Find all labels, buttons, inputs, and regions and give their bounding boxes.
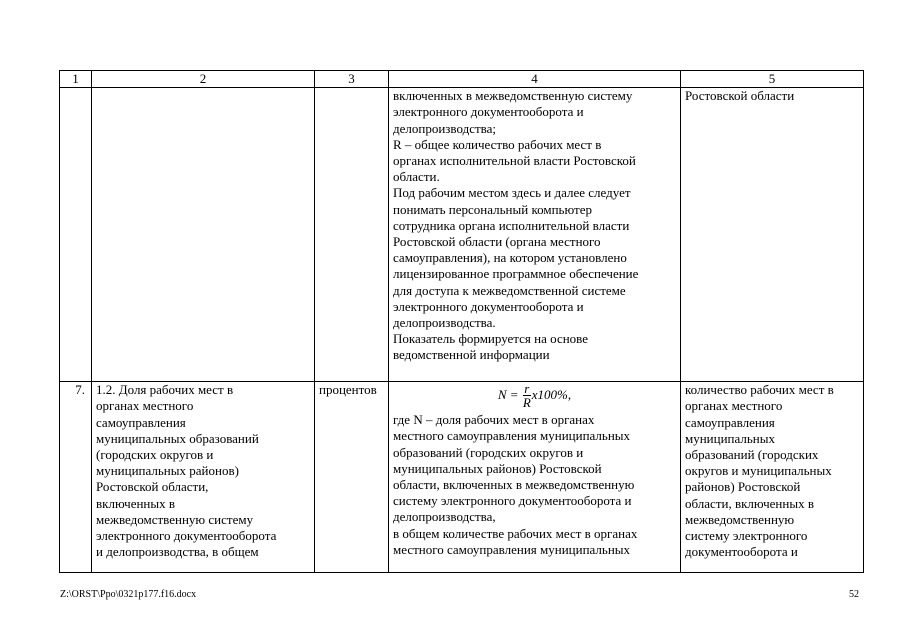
text-line: образований (городских [685,447,819,463]
formula-denominator: R [522,395,531,411]
text-line: где N – доля рабочих мест в органах [393,412,595,428]
text-line: области, включенных в межведомственную [393,477,635,493]
text-line: электронного документооборота и [393,104,584,120]
text-line: электронного документооборота [96,528,277,544]
text-line: Под рабочим местом здесь и далее следует [393,185,631,201]
cell-method [389,88,681,382]
cell-number [60,88,92,382]
text-line: лицензированное программное обеспечение [393,266,639,282]
text-line: органах исполнительной власти Ростовской [393,153,636,169]
formula-lhs: N = [497,387,519,403]
text-line: местного самоуправления муниципальных [393,541,631,557]
cell-unit [315,88,389,382]
table-header-row [60,71,864,88]
text-line: органах местного [96,398,194,414]
text-line: муниципальных районов) [96,463,239,479]
text-line: области. [393,169,440,185]
header-col-2: 2 [92,71,315,88]
text-line: систему электронного [685,528,808,544]
text-line: понимать персональный компьютер [393,201,592,217]
text-line: делопроизводства; [393,120,497,136]
footer-file-path: Z:\ORST\Ppo\0321p177.f16.docx [60,589,197,600]
text-line: самоуправления), на котором установлено [393,250,627,266]
cell-source [681,88,864,382]
text-line: сотрудника органа исполнительной власти [393,217,630,233]
text-line: 1.2. Доля рабочих мест в [96,382,234,398]
formula-numerator: r [524,381,530,397]
text-line: Ростовской области, [96,479,209,495]
text-line: включенных в [96,495,176,511]
footer-page-number: 52 [849,589,859,600]
formula-fraction [523,382,531,410]
header-col-1: 1 [60,71,92,88]
text-line: самоуправления [685,414,775,430]
header-col-5: 5 [681,71,864,88]
text-line: делопроизводства, [393,509,496,525]
text-line: округов и муниципальных [685,463,832,479]
text-line: количество рабочих мест в [685,382,834,398]
text-line: в общем количестве рабочих мест в органах [393,525,638,541]
text-line: органах местного [685,398,783,414]
cell-unit: процентов [315,382,389,573]
text-line: области, включенных в [685,495,814,511]
text-line: R – общее количество рабочих мест в [393,136,602,152]
text-line: для доступа к межведомственной системе [393,282,626,298]
table-row-continued [60,88,864,382]
text-line: районов) Ростовской [685,479,801,495]
table-row-7 [60,382,864,573]
cell-indicator [92,88,315,382]
document-table [59,70,864,573]
text-line: (городских округов и [96,447,214,463]
text-line: делопроизводства. [393,315,496,331]
text-line: муниципальных образований [96,430,259,446]
text-line: Ростовской области [685,88,795,104]
text-line: электронного документооборота и [393,298,584,314]
text-line: образований (городских округов и [393,444,584,460]
formula [393,382,676,412]
cell-number: 7. [60,382,92,573]
formula-tail: , [567,387,572,403]
text-line: местного самоуправления муниципальных [393,428,631,444]
text-line: муниципальных районов) Ростовской [393,460,602,476]
cell-source [681,382,864,573]
text-line: и делопроизводства, в общем [96,544,259,560]
header-col-4: 4 [389,71,681,88]
text-line: включенных в межведомственную систему [393,88,633,104]
text-line: документооборота и [685,544,798,560]
formula-rhs: x100% [531,387,568,403]
text-line: систему электронного документооборота и [393,493,632,509]
text-line: самоуправления [96,414,186,430]
cell-indicator [92,382,315,573]
text-line: ведомственной информации [393,347,550,363]
text-line: межведомственную [685,511,795,527]
text-line: Показатель формируется на основе [393,331,588,347]
text-line: Ростовской области (органа местного [393,234,601,250]
text-line: муниципальных [685,430,776,446]
text-line: межведомственную систему [96,511,254,527]
header-col-3: 3 [315,71,389,88]
cell-method [389,382,681,573]
